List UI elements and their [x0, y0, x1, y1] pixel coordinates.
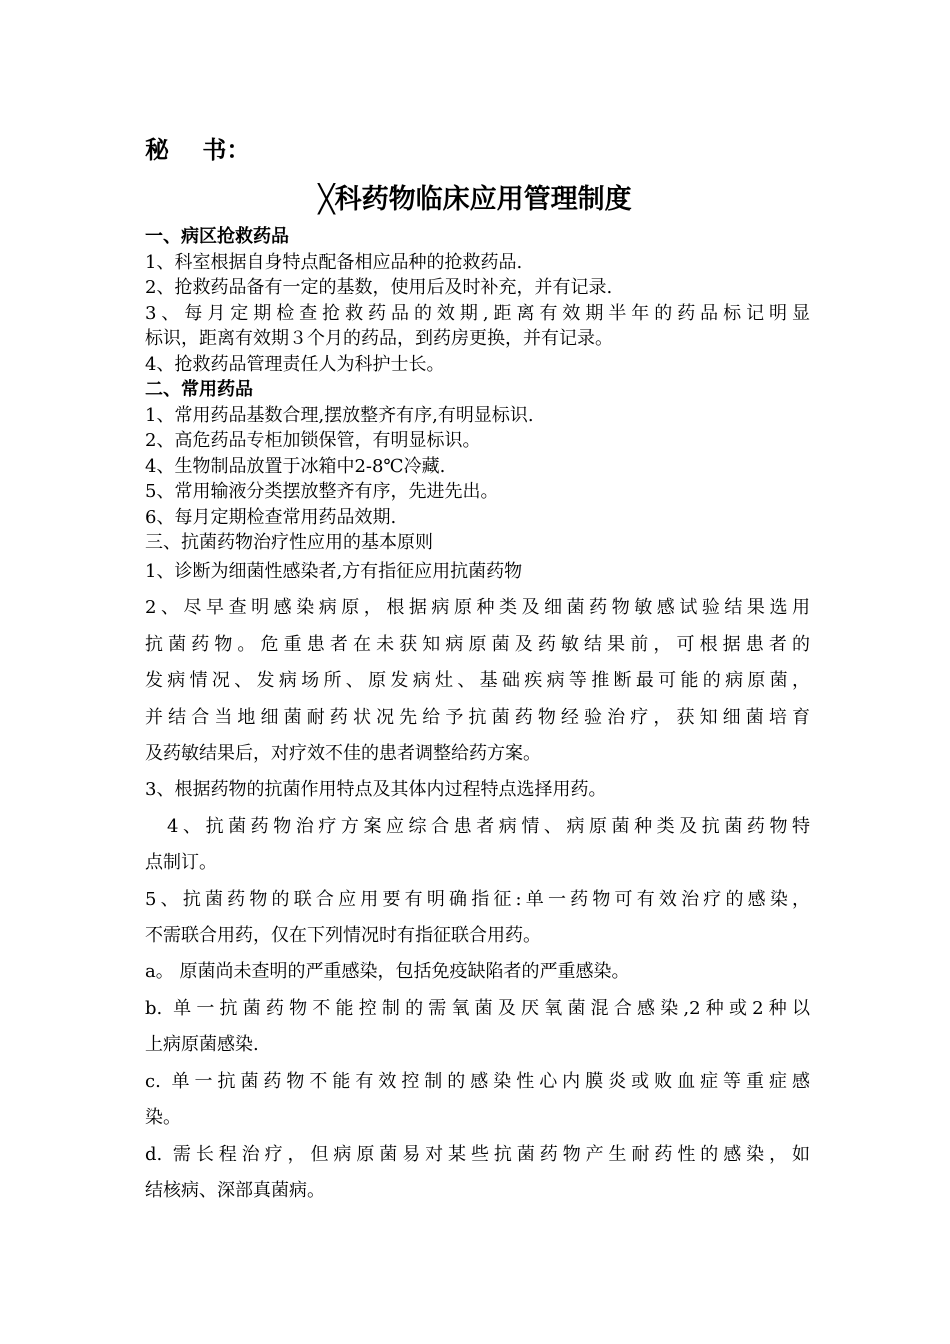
- paragraph-line: 2、高危药品专柜加锁保管，有明显标识。: [145, 430, 481, 451]
- paragraph-line: 抗菌药物。危重患者在未获知病原菌及药敏结果前，可根据患者的: [145, 633, 810, 655]
- section-heading-common-drugs: 二、常用药品: [145, 379, 253, 400]
- paragraph-line: 上病原菌感染.: [145, 1034, 259, 1056]
- paragraph-line: b. 单一抗菌药物不能控制的需氧菌及厌氧菌混合感染,2种或2种以: [145, 997, 810, 1019]
- paragraph-line: 并结合当地细菌耐药状况先给予抗菌药物经验治疗，获知细菌培育: [145, 706, 810, 728]
- paragraph-line: 1、诊断为细菌性感染者,方有指征应用抗菌药物: [145, 561, 523, 582]
- secretary-label: 秘 书：: [145, 136, 251, 164]
- paragraph-line: 点制订。: [145, 852, 217, 874]
- paragraph-line: 及药敏结果后，对疗效不佳的患者调整给药方案。: [145, 743, 541, 765]
- paragraph-line: 不需联合用药，仅在下列情况时有指征联合用药。: [145, 925, 541, 947]
- paragraph-line: 3、根据药物的抗菌作用特点及其体内过程特点选择用药。: [145, 779, 607, 801]
- paragraph-line: 5、常用输液分类摆放整齐有序，先进先出。: [145, 481, 499, 502]
- paragraph-line: 4、生物制品放置于冰箱中2-8℃冷藏.: [145, 455, 446, 477]
- document-title: ╳科药物临床应用管理制度: [318, 184, 632, 215]
- paragraph-line: 5、抗菌药物的联合应用要有明确指征:单一药物可有效治疗的感染，: [145, 888, 810, 910]
- paragraph-line: d. 需长程治疗，但病原菌易对某些抗菌药物产生耐药性的感染，如: [145, 1143, 810, 1165]
- section-heading-emergency-drugs: 一、病区抢救药品: [145, 226, 289, 247]
- section-heading-antibiotic-principles: 三、抗菌药物治疗性应用的基本原则: [145, 532, 433, 553]
- paragraph-line: 1、常用药品基数合理,摆放整齐有序,有明显标识.: [145, 404, 534, 426]
- paragraph-line: 4、抢救药品管理责任人为科护士长。: [145, 353, 445, 375]
- paragraph-line: 2、尽早查明感染病原，根据病原种类及细菌药物敏感试验结果选用: [145, 597, 810, 619]
- paragraph-line: 染。: [145, 1107, 181, 1129]
- paragraph-line: 结核病、深部真菌病。: [145, 1179, 325, 1201]
- paragraph-line: 4、抗菌药物治疗方案应综合患者病情、病原菌种类及抗菌药物特: [167, 815, 810, 837]
- paragraph-line: 标识，距离有效期３个月的药品，到药房更换，并有记录。: [145, 328, 613, 349]
- paragraph-line: 2、抢救药品备有一定的基数，使用后及时补充，并有记录.: [145, 277, 613, 298]
- paragraph-line: a。 原菌尚未查明的严重感染，包括免疫缺陷者的严重感染。: [145, 961, 630, 983]
- paragraph-line: 6、每月定期检查常用药品效期.: [145, 506, 397, 528]
- dense-section-block: [145, 224, 810, 556]
- paragraph-line: c. 单一抗菌药物不能有效控制的感染性心内膜炎或败血症等重症感: [145, 1070, 810, 1092]
- paragraph-line: 发病情况、发病场所、原发病灶、基础疾病等推断最可能的病原菌，: [145, 670, 810, 692]
- loose-section-block: [145, 554, 810, 1209]
- paragraph-line: 3、每月定期检查抢救药品的效期,距离有效期半年的药品标记明显: [145, 302, 810, 324]
- paragraph-line: 1、科室根据自身特点配备相应品种的抢救药品.: [145, 251, 523, 273]
